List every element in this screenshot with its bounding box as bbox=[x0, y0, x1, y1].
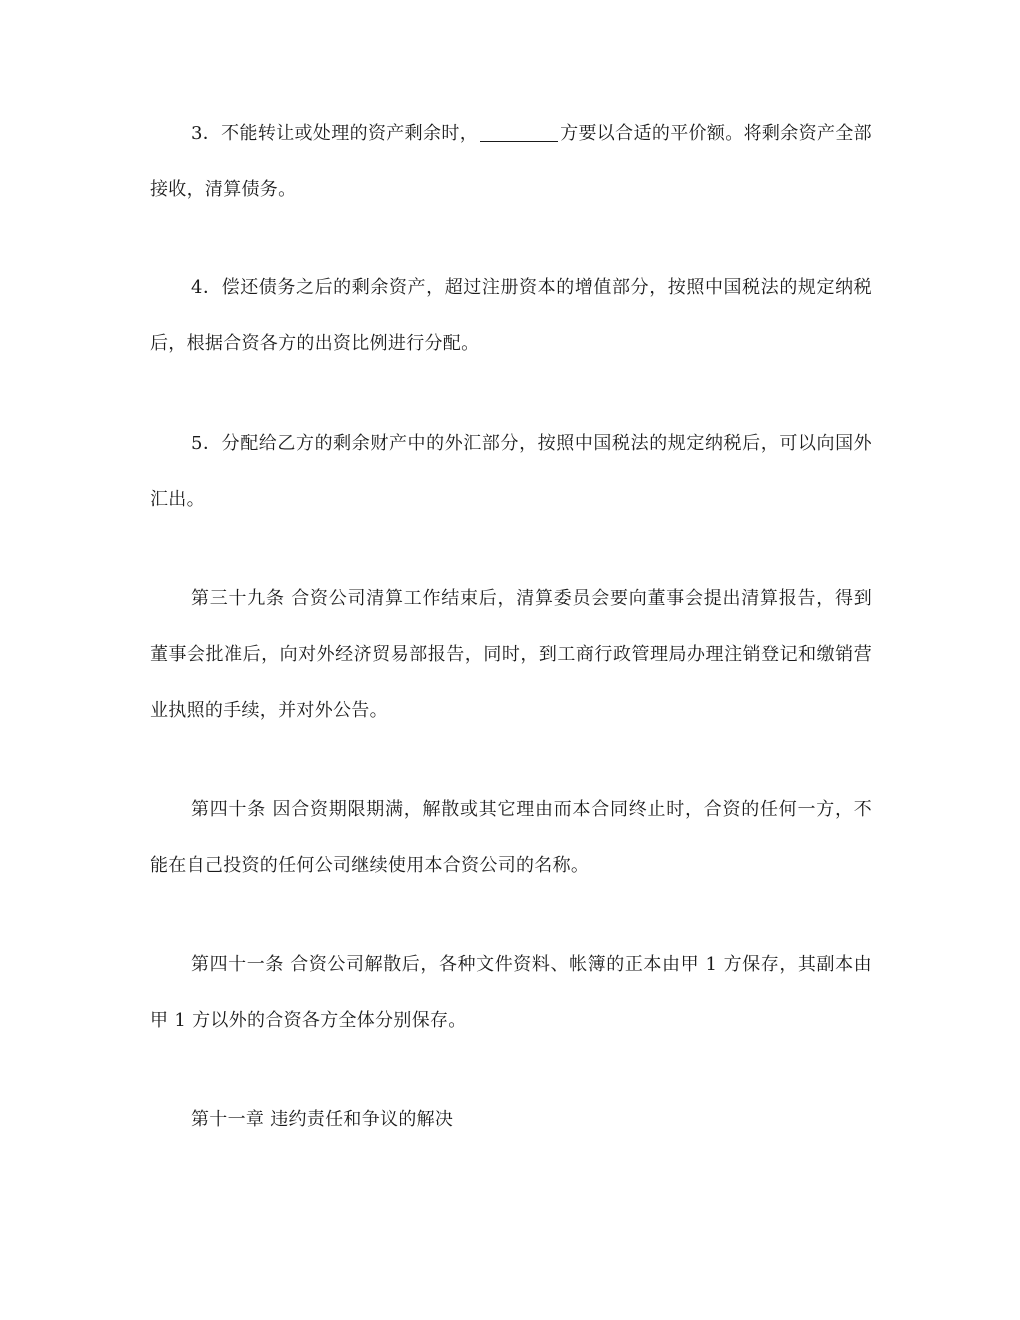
paragraph-item-5: 5．分配给乙方的剩余财产中的外汇部分，按照中国税法的规定纳税后，可以向国外汇出。 bbox=[150, 433, 872, 510]
paragraph-item-3 bbox=[150, 106, 872, 218]
paragraph-article-40: 第四十条 因合资期限期满，解散或其它理由而本合同终止时，合资的任何一方，不能在自己投资的任何公司继续使用本合资公司的名称。 bbox=[150, 799, 872, 876]
paragraph-article-39: 第三十九条 合资公司清算工作结束后，清算委员会要向董事会提出清算报告，得到董事会批准后，向对外经济贸易部报告，同时，到工商行政管理局办理注销登记和缴销营业执照的手续，并对外公告。 bbox=[150, 588, 872, 721]
chapter-heading: 第十一章 违约责任和争议的解决 bbox=[191, 1109, 454, 1130]
paragraph-item-3-text-after: 方要以合适的平价额。将剩余资产全部接收，清算债务。 bbox=[150, 123, 872, 200]
paragraph-item-3-text-before: 3．不能转让或处理的资产剩余时， bbox=[191, 123, 479, 144]
fill-in-blank bbox=[480, 123, 558, 142]
paragraph-item-4: 4．偿还债务之后的剩余资产，超过注册资本的增值部分，按照中国税法的规定纳税后，根据合资各方的出资比例进行分配。 bbox=[150, 277, 872, 354]
paragraph-article-41: 第四十一条 合资公司解散后，各种文件资料、帐簿的正本由甲 1 方保存，其副本由甲 1 方以外的合资各方全体分别保存。 bbox=[150, 954, 872, 1031]
